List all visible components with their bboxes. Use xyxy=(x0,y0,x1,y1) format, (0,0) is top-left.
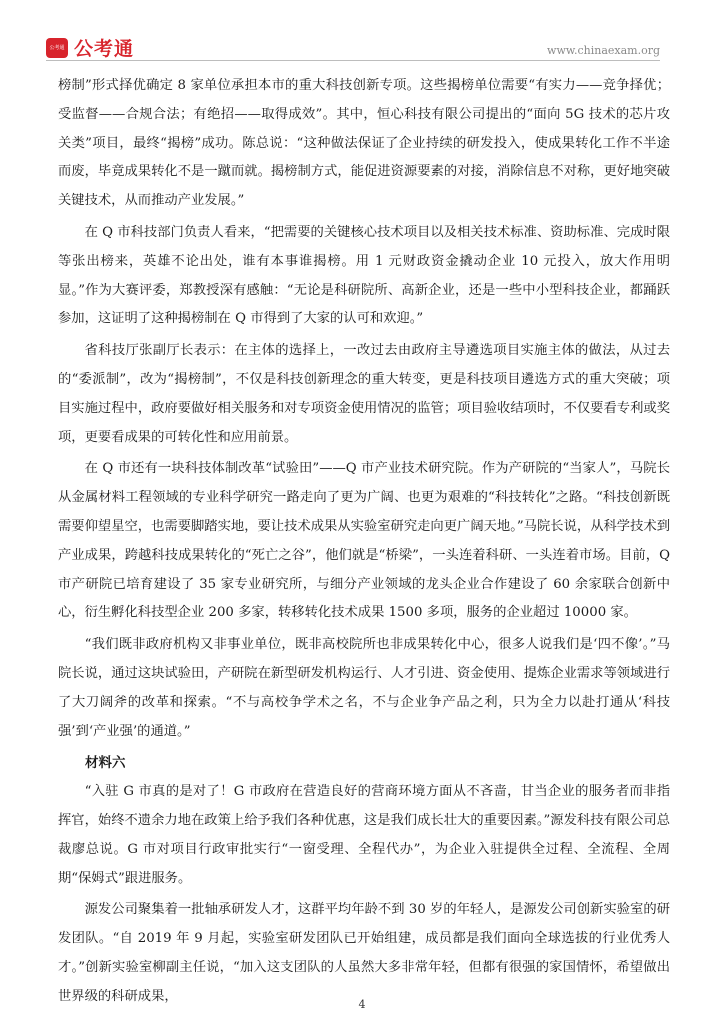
page-header xyxy=(0,0,724,64)
site-url[interactable]: www.chinaexam.org xyxy=(547,44,660,57)
paragraph: 榜制”形式择优确定 8 家单位承担本市的重大科技创新专项。这些揭榜单位需要“有实力——竞争择优；受监督——合规合法；有绝招——取得成效”。其中，恒心科技有限公司提出的“面向 5G 技术的芯片攻关类”项目，最终“揭榜”成功。陈总说：“这种做法保证了企业持续的研发投入，使成果转化工作不半途而废，毕竟成果转化不是一蹴而就。揭榜制方式，能促进资源要素的对接，消除信息不对称，更好地突破关键技术，从而推动产业发展。” xyxy=(58,78,670,209)
logo-badge-icon: 公考通 xyxy=(46,38,68,58)
paragraph: “我们既非政府机构又非事业单位，既非高校院所也非成果转化中心，很多人说我们是‘四不像’。”马院长说，通过这块试验田，产研院在新型研发机构运行、人才引进、资金使用、提炼企业需求等领域进行了大刀阔斧的改革和探索。“不与高校争学术之名，不与企业争产品之利，只为全力以赴打通从‘科技强’到‘产业强’的通道。” xyxy=(58,637,670,739)
paragraph: 在 Q 市还有一块科技体制改革“试验田”——Q 市产业技术研究院。作为产研院的“当家人”，马院长从金属材料工程领域的专业科学研究一路走向了更为广阔、也更为艰难的“科技转化”之路。“科技创新既需要仰望星空，也需要脚踏实地，要让技术成果从实验室研究走向更广阔天地。”马院长说，从科学技术到产业成果，跨越科技成果转化的“死亡之谷”，他们就是“桥梁”，一头连着科研、一头连着市场。目前，Q 市产研院已培育建设了 35 家专业研究所，与细分产业领域的龙头企业合作建设了 60 余家联合创新中心，衍生孵化科技型企业 200 多家，转移转化技术成果 1500 多项，服务的企业超过 10000 家。 xyxy=(58,461,670,621)
section-heading: 材料六 xyxy=(85,755,126,772)
page-number: 4 xyxy=(358,998,366,1011)
logo-text: 公考通 xyxy=(74,38,135,60)
paragraph: “入驻 G 市真的是对了！G 市政府在营造良好的营商环境方面从不吝啬，甘当企业的服务者而非指挥官，始终不遗余力地在政策上给予我们各种优惠，这是我们成长壮大的重要因素。”源发科技有限公司总裁廖总说。G 市对项目行政审批实行“一窗受理、全程代办”，为企业入驻提供全过程、全流程、全周期“保姆式”跟进服务。 xyxy=(58,784,670,886)
document-body xyxy=(58,72,670,1015)
site-logo[interactable] xyxy=(46,34,134,61)
paragraph: 在 Q 市科技部门负责人看来，“把需要的关键核心技术项目以及相关技术标准、资助标准、完成时限等张出榜来，英雄不论出处，谁有本事谁揭榜。用 1 元财政资金撬动企业 10 元投入，放大作用明显。”作为大赛评委，郑教授深有感触：“无论是科研院所、高新企业，还是一些中小型科技企业，都踊跃参加，这证明了这种揭榜制在 Q 市得到了大家的认可和欢迎。” xyxy=(58,224,670,327)
paragraph: 省科技厅张副厅长表示：在主体的选择上，一改过去由政府主导遴选项目实施主体的做法，从过去的“委派制”，改为“揭榜制”，不仅是科技创新理念的重大转变，更是科技项目遴选方式的重大突破；项目实施过程中，政府要做好相关服务和对专项资金使用情况的监管；项目验收结项时，不仅要看专利或奖项，更要看成果的可转化性和应用前景。 xyxy=(58,343,670,445)
paragraph: 源发公司聚集着一批轴承研发人才，这群平均年龄不到 30 岁的年轻人，是源发公司创新实验室的研发团队。“自 2019 年 9 月起，实验室研发团队已开始组建，成员都是我们面向全球选拔的行业优秀人才。”创新实验室柳副主任说，“加入这支团队的人虽然大多非常年轻，但都有很强的家国情怀，希望做出世界级的科研成果， xyxy=(58,902,670,1004)
header-divider xyxy=(46,60,660,61)
